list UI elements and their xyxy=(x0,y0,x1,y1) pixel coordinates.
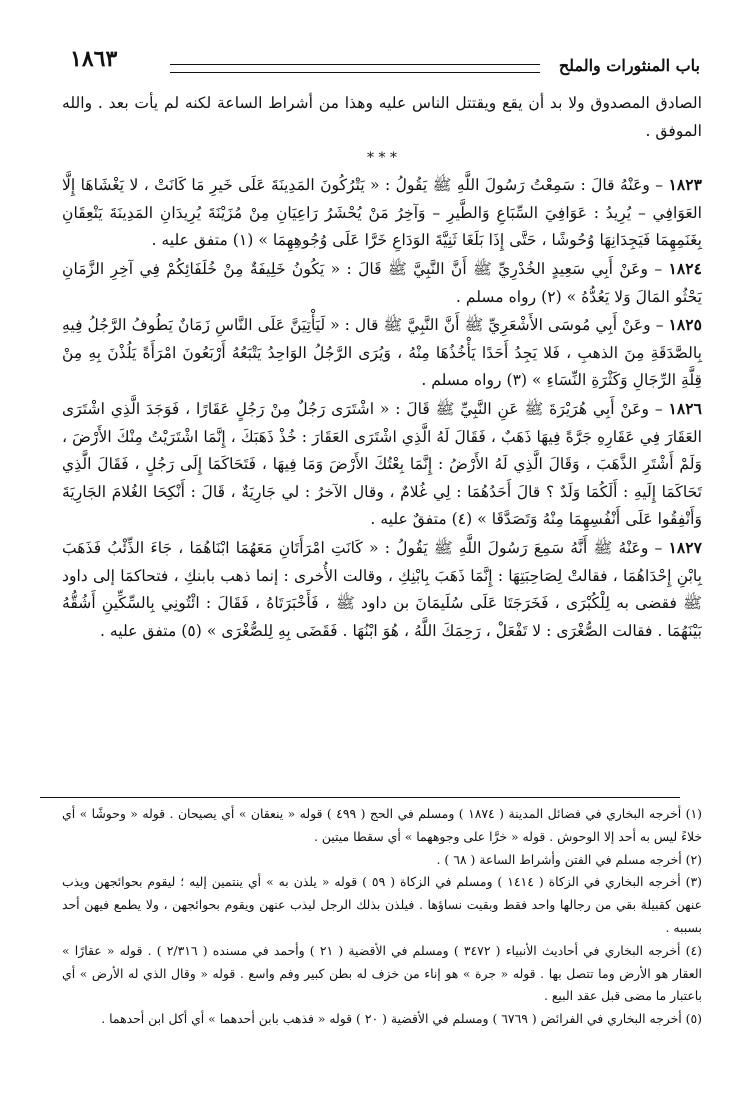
hadith-1826 xyxy=(62,395,702,534)
footnote-2: (٢) أخرجه مسلم في الفتن وأشراط الساعة ( ٦٨ ) . xyxy=(436,851,702,867)
hadith-number: ١٨٢٧ xyxy=(668,537,702,557)
hadith-text: – وعَنْهُ قالَ : سَمِعْتُ رَسُولَ اللَّهِ ﷺ يَقُولُ : « يَتْرُكُونَ المَدِينَةَ عَلَى خَيرِ مَا كَانَتْ ، لا يَغْشَاهَا إِلَّا العَوَافِي – يُرِيدُ : عَوَافِيَ السِّبَاعِ وَالطَّيرِ – وَآخِرُ مَنْ يُحْشَرُ رَاعِيَانِ مِنْ مُزَيْنَةَ يُرِيدَانِ المَدِينَةَ يَنْعِقَانِ بِغَنَمِهِمَا فَيَجِدَانِهَا وُحُوشًا ، حَتَّى إِذَا بَلَغَا ثَنِيَّةَ الوَدَاعِ خَرَّا عَلَى وُجُوهِهِمَا » (١) متفق عليه . xyxy=(62,176,702,250)
header-rule xyxy=(170,64,540,73)
footnote-5: (٥) أخرجه البخاري في الفرائض ( ٦٧٦٩ ) ومسلم في الأقضية ( ٢٠ ) قوله « فذهب بابن أحدهما » أي أكل ابن أحدهما . xyxy=(101,1011,702,1027)
hadith-1825 xyxy=(62,311,702,395)
hadith-text: – وعَنْ أَبِي هُرَيْرَةَ ﷺ عَنِ النَّبِيِّ ﷺ قَالَ : « اشْتَرَى رَجُلٌ مِنْ رَجُلٍ عَقَارًا ، فَوَجَدَ الَّذِي اشْتَرَى العَقَارَ فِي عَقَارِهِ جَرَّةً فِيهَا ذَهَبٌ ، فَقَالَ لَهُ الَّذِي اشْتَرَى العَقَارَ : خُذْ ذَهَبَكَ ، إِنَّمَا اشْتَرَيْتُ مِنْكَ الأَرْضَ ، وَلَمْ أَشْتَرِ الذَّهَبَ ، وَقَالَ الَّذِي لَهُ الأَرْضُ : إِنَّمَا بِعْتُكَ الأَرْضَ وَمَا فِيهَا ، فَتَحَاكَمَا إِلَى رَجُلٍ ، فَقَالَ الَّذِي تَحَاكَمَا إِلَيهِ : أَلَكُمَا وَلَدٌ ؟ قالَ أَحَدُهُمَا : لِي غُلامٌ ، وقال الآخرُ : لي جَارِيَةٌ ، قَالَ : أَنْكِحَا الغُلامَ الجَارِيَةَ وَأَنْفِقُوا عَلَى أَنْفُسِهِمَا مِنْهُ وَتَصَدَّقَا » (٤) متفقٌ عليه . xyxy=(62,399,702,529)
footnote-3: (٣) أخرجه البخاري في الزكاة ( ١٤١٤ ) ومسلم في الزكاة ( ٥٩ ) قوله « يلذن به » أي ينتمين إليه ؛ ليقوم بحوائجهن ويذب عنهن كقبيلة بقي من رجالها واحد فقط وبقيت نساؤها . فيلذن بذلك الرجل ليذب عنهن ويقوم بحوائجهن ، ولا يطمع فيهن أحد بسببه . xyxy=(62,874,702,935)
opening-paragraph: الصادق المصدوق ولا بد أن يقع ويقتتل الناس عليه وهذا من أشراط الساعة لكنه لم يأت بعد . والله الموفق . xyxy=(62,94,702,140)
page-number: ١٨٦٣ xyxy=(70,46,118,72)
footnotes xyxy=(62,803,702,1031)
hadith-number: ١٨٢٣ xyxy=(668,175,702,195)
page-header xyxy=(70,44,700,84)
hadith-text: – وعَنْ أَبِي مُوسَى الأَشْعَرِيِّ ﷺ أَنَّ النَّبِيَّ ﷺ قال : « لَيَأْتِيَنَّ عَلَى النَّاسِ زَمَانٌ يَطُوفُ الرَّجُلُ فِيهِ بِالصَّدَقَةِ مِنَ الذهبِ ، فَلا يَجِدُ أَحَدًا يَأْخُذُهَا مِنْهُ ، وَيُرَى الرَّجُلُ الوَاحِدُ يَتْبَعُهُ أَرْبَعُونَ امْرَأَةً يَلُذْنَ بِهِ مِنْ قِلَّةِ الرِّجَالِ وَكَثْرَةِ النِّسَاءِ » (٣) رواه مسلم . xyxy=(62,316,702,390)
footnote-1: (١) أخرجه البخاري في فضائل المدينة ( ١٨٧٤ ) ومسلم في الحج ( ٤٩٩ ) قوله « ينعقان » أي يصيحان . قوله « وحوشًا » أي خلاءً ليس به أحد إلا الوحوش . قوله « خرَّا على وجوههما » أي سقطا ميتين . xyxy=(62,806,702,844)
hadith-number: ١٨٢٦ xyxy=(668,398,702,418)
footnote-4: (٤) أخرجه البخاري في أحاديث الأنبياء ( ٣٤٧٢ ) ومسلم في الأقضية ( ٢١ ) وأحمد في مسنده ( ٢/٣١٦ ) . قوله « عقارًا » العقار هو الأرض وما تتصل بها . قوله « جرة » هو إناء من خزف له بطن كبير وفم واسع . قوله « وقال الذي له الأرض » أي باعتبار ما مضى قبل عقد البيع . xyxy=(62,942,703,1004)
footnote-rule xyxy=(40,797,680,798)
hadith-text: – وعَنْ أَبِي سَعِيدٍ الخُدْرِيِّ ﷺ أَنَّ النَّبِيَّ ﷺ قَالَ : « يَكُونُ خَلِيفَةٌ مِنْ خُلَفَائِكُمْ فِي آخِرِ الزَّمَانِ يَحْثُو المَالَ وَلا يَعُدُّهُ » (٢) رواه مسلم . xyxy=(62,259,702,306)
hadith-1823 xyxy=(62,171,702,255)
hadith-number: ١٨٢٤ xyxy=(668,258,702,278)
chapter-title: باب المنثورات والملح xyxy=(558,56,700,75)
section-separator: * * * xyxy=(367,150,397,167)
hadith-text: – وعَنْهُ ﷺ أَنَّهُ سَمِعَ رَسُولَ اللَّهِ ﷺ يَقُولُ : « كَانَتِ امْرَأَتَانِ مَعَهُمَا ابْنَاهُمَا ، جَاءَ الذِّئْبُ فَذَهَبَ بِابْنِ إِحْدَاهُمَا ، فقالتْ لِصَاحِبَتِهَا : إِنَّمَا ذَهَبَ بِابْنِكِ ، وقالت الأُخرى : إنما ذهب بابنكِ ، فتحاكمَا إلى داود ﷺ فقضى به لِلْكُبْرَى ، فَخَرَجَتَا عَلَى سُلَيمَانَ بن داود ﷺ ، فَأَخْبَرَتَاهُ ، فَقَالَ : ائْتُونِي بِالسِّكِّينِ أَشُقُّهُ بَيْنَهُمَا . فقالت الصُّغْرَى : لا تَفْعَلْ ، رَحِمَكَ اللَّهُ ، هُوَ ابْنُهَا . فَقَضَى بِهِ لِلصُّغْرَى » (٥) متفق عليه . xyxy=(62,538,702,640)
main-text xyxy=(62,90,702,645)
hadith-1827 xyxy=(62,534,702,645)
hadith-1824 xyxy=(62,255,702,311)
hadith-number: ١٨٢٥ xyxy=(668,315,702,335)
